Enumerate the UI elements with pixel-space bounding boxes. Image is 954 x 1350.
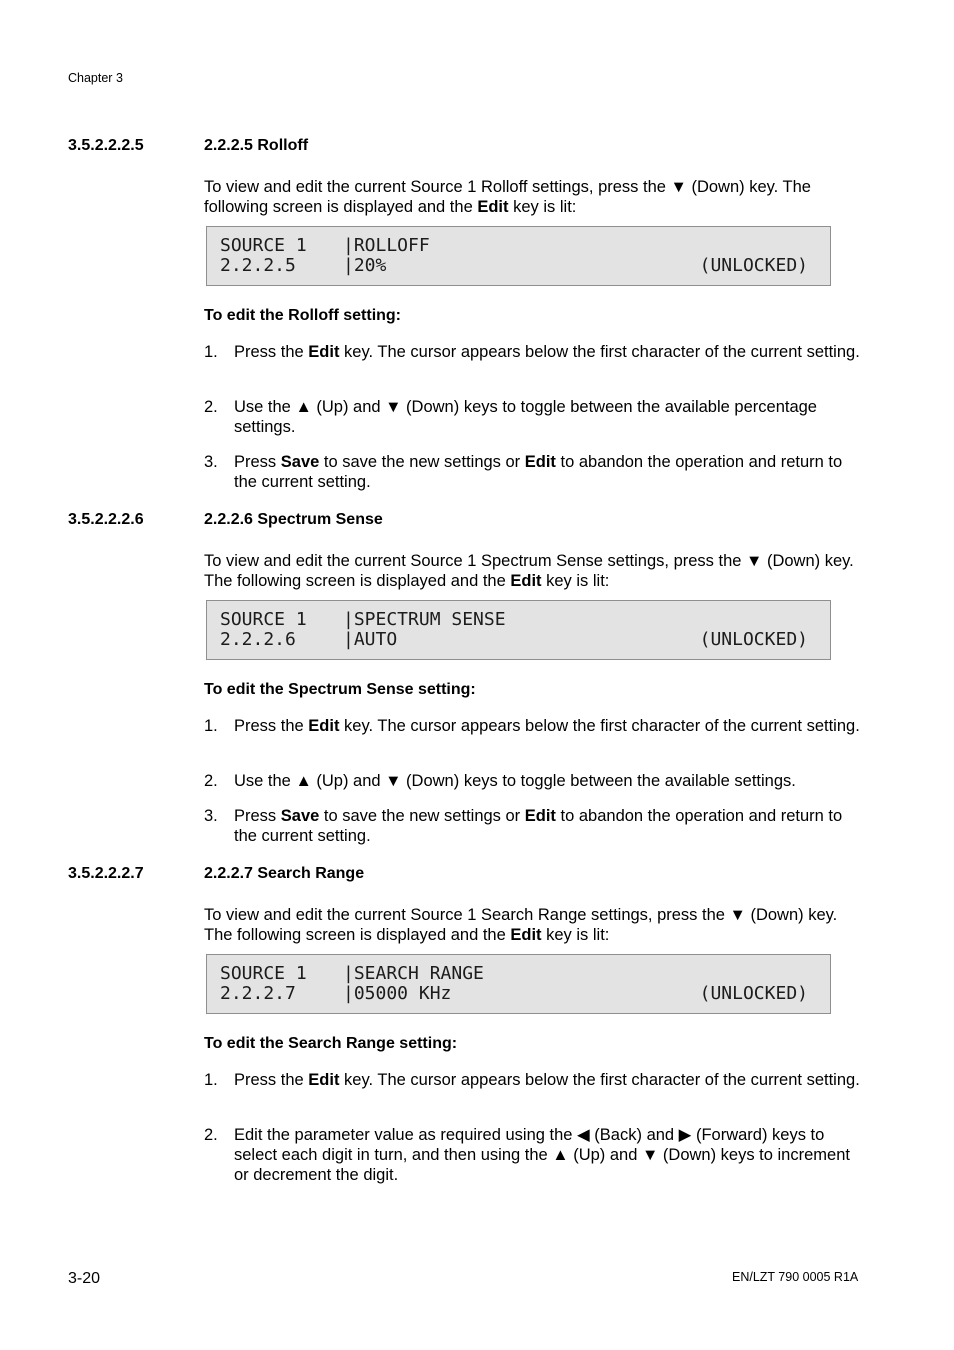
list-item: 2. Use the ▲ (Up) and ▼ (Down) keys to toggle between the available settings. (204, 772, 796, 790)
subheading: To edit the Spectrum Sense setting: (204, 681, 476, 698)
intro-paragraph: To view and edit the current Source 1 Spectrum Sense settings, press the ▼ (Down) key. The following screen is displayed and the Edit key is lit: (204, 552, 854, 590)
page-number: 3-20 (68, 1270, 101, 1287)
document-id: EN/LZT 790 0005 R1A (732, 1270, 859, 1284)
subheading: To edit the Rolloff setting: (204, 307, 402, 324)
section-number: 3.5.2.2.2.6 (68, 511, 144, 528)
list-item: 1. Press the Edit key. The cursor appears below the first character of the current setting. (204, 1071, 860, 1089)
lcd-status: (UNLOCKED) (699, 983, 808, 1004)
section-number: 3.5.2.2.2.7 (68, 865, 144, 882)
lcd-menu-code: 2.2.2.5 (220, 255, 296, 276)
lcd-parameter: |ROLLOFF (343, 235, 430, 256)
lcd-screen (206, 226, 831, 286)
lcd-status: (UNLOCKED) (699, 255, 808, 276)
lcd-parameter: |SEARCH RANGE (343, 963, 484, 984)
lcd-screen (206, 954, 831, 1014)
lcd-value: |05000 KHz (343, 983, 452, 1004)
lcd-menu-code: 2.2.2.7 (220, 983, 296, 1004)
lcd-source: SOURCE 1 (220, 235, 307, 256)
lcd-parameter: |SPECTRUM SENSE (343, 609, 506, 630)
lcd-value: |AUTO (343, 629, 398, 650)
list-item: 3. Press Save to save the new settings or Edit to abandon the operation and return to the current setting. (204, 453, 843, 491)
section-title: 2.2.2.6 Spectrum Sense (204, 511, 383, 528)
list-item: 3. Press Save to save the new settings or Edit to abandon the operation and return to the current setting. (204, 807, 843, 845)
list-item: 2. Edit the parameter value as required using the ◀ (Back) and ▶ (Forward) keys to select each digit in turn, and then using the ▲ (Up) and ▼ (Down) keys to increment or decrement the digit. (204, 1126, 850, 1184)
section-title: 2.2.2.5 Rolloff (204, 137, 309, 154)
list-item: 2. Use the ▲ (Up) and ▼ (Down) keys to toggle between the available percentage settings. (204, 398, 817, 436)
list-item: 1. Press the Edit key. The cursor appears below the first character of the current setting. (204, 717, 860, 735)
section-title: 2.2.2.7 Search Range (204, 865, 365, 882)
lcd-screen (206, 600, 831, 660)
intro-paragraph: To view and edit the current Source 1 Search Range settings, press the ▼ (Down) key. The following screen is displayed and the Edit key is lit: (204, 906, 838, 944)
subheading: To edit the Search Range setting: (204, 1035, 458, 1052)
lcd-status: (UNLOCKED) (699, 629, 808, 650)
lcd-source: SOURCE 1 (220, 963, 307, 984)
lcd-menu-code: 2.2.2.6 (220, 629, 296, 650)
lcd-value: |20% (343, 255, 387, 276)
lcd-source: SOURCE 1 (220, 609, 307, 630)
intro-paragraph: To view and edit the current Source 1 Rolloff settings, press the ▼ (Down) key. The following screen is displayed and the Edit key is lit: (204, 178, 811, 216)
chapter-label: Chapter 3 (68, 71, 123, 85)
section-number: 3.5.2.2.2.5 (68, 137, 144, 154)
list-item: 1. Press the Edit key. The cursor appears below the first character of the current setting. (204, 343, 860, 361)
